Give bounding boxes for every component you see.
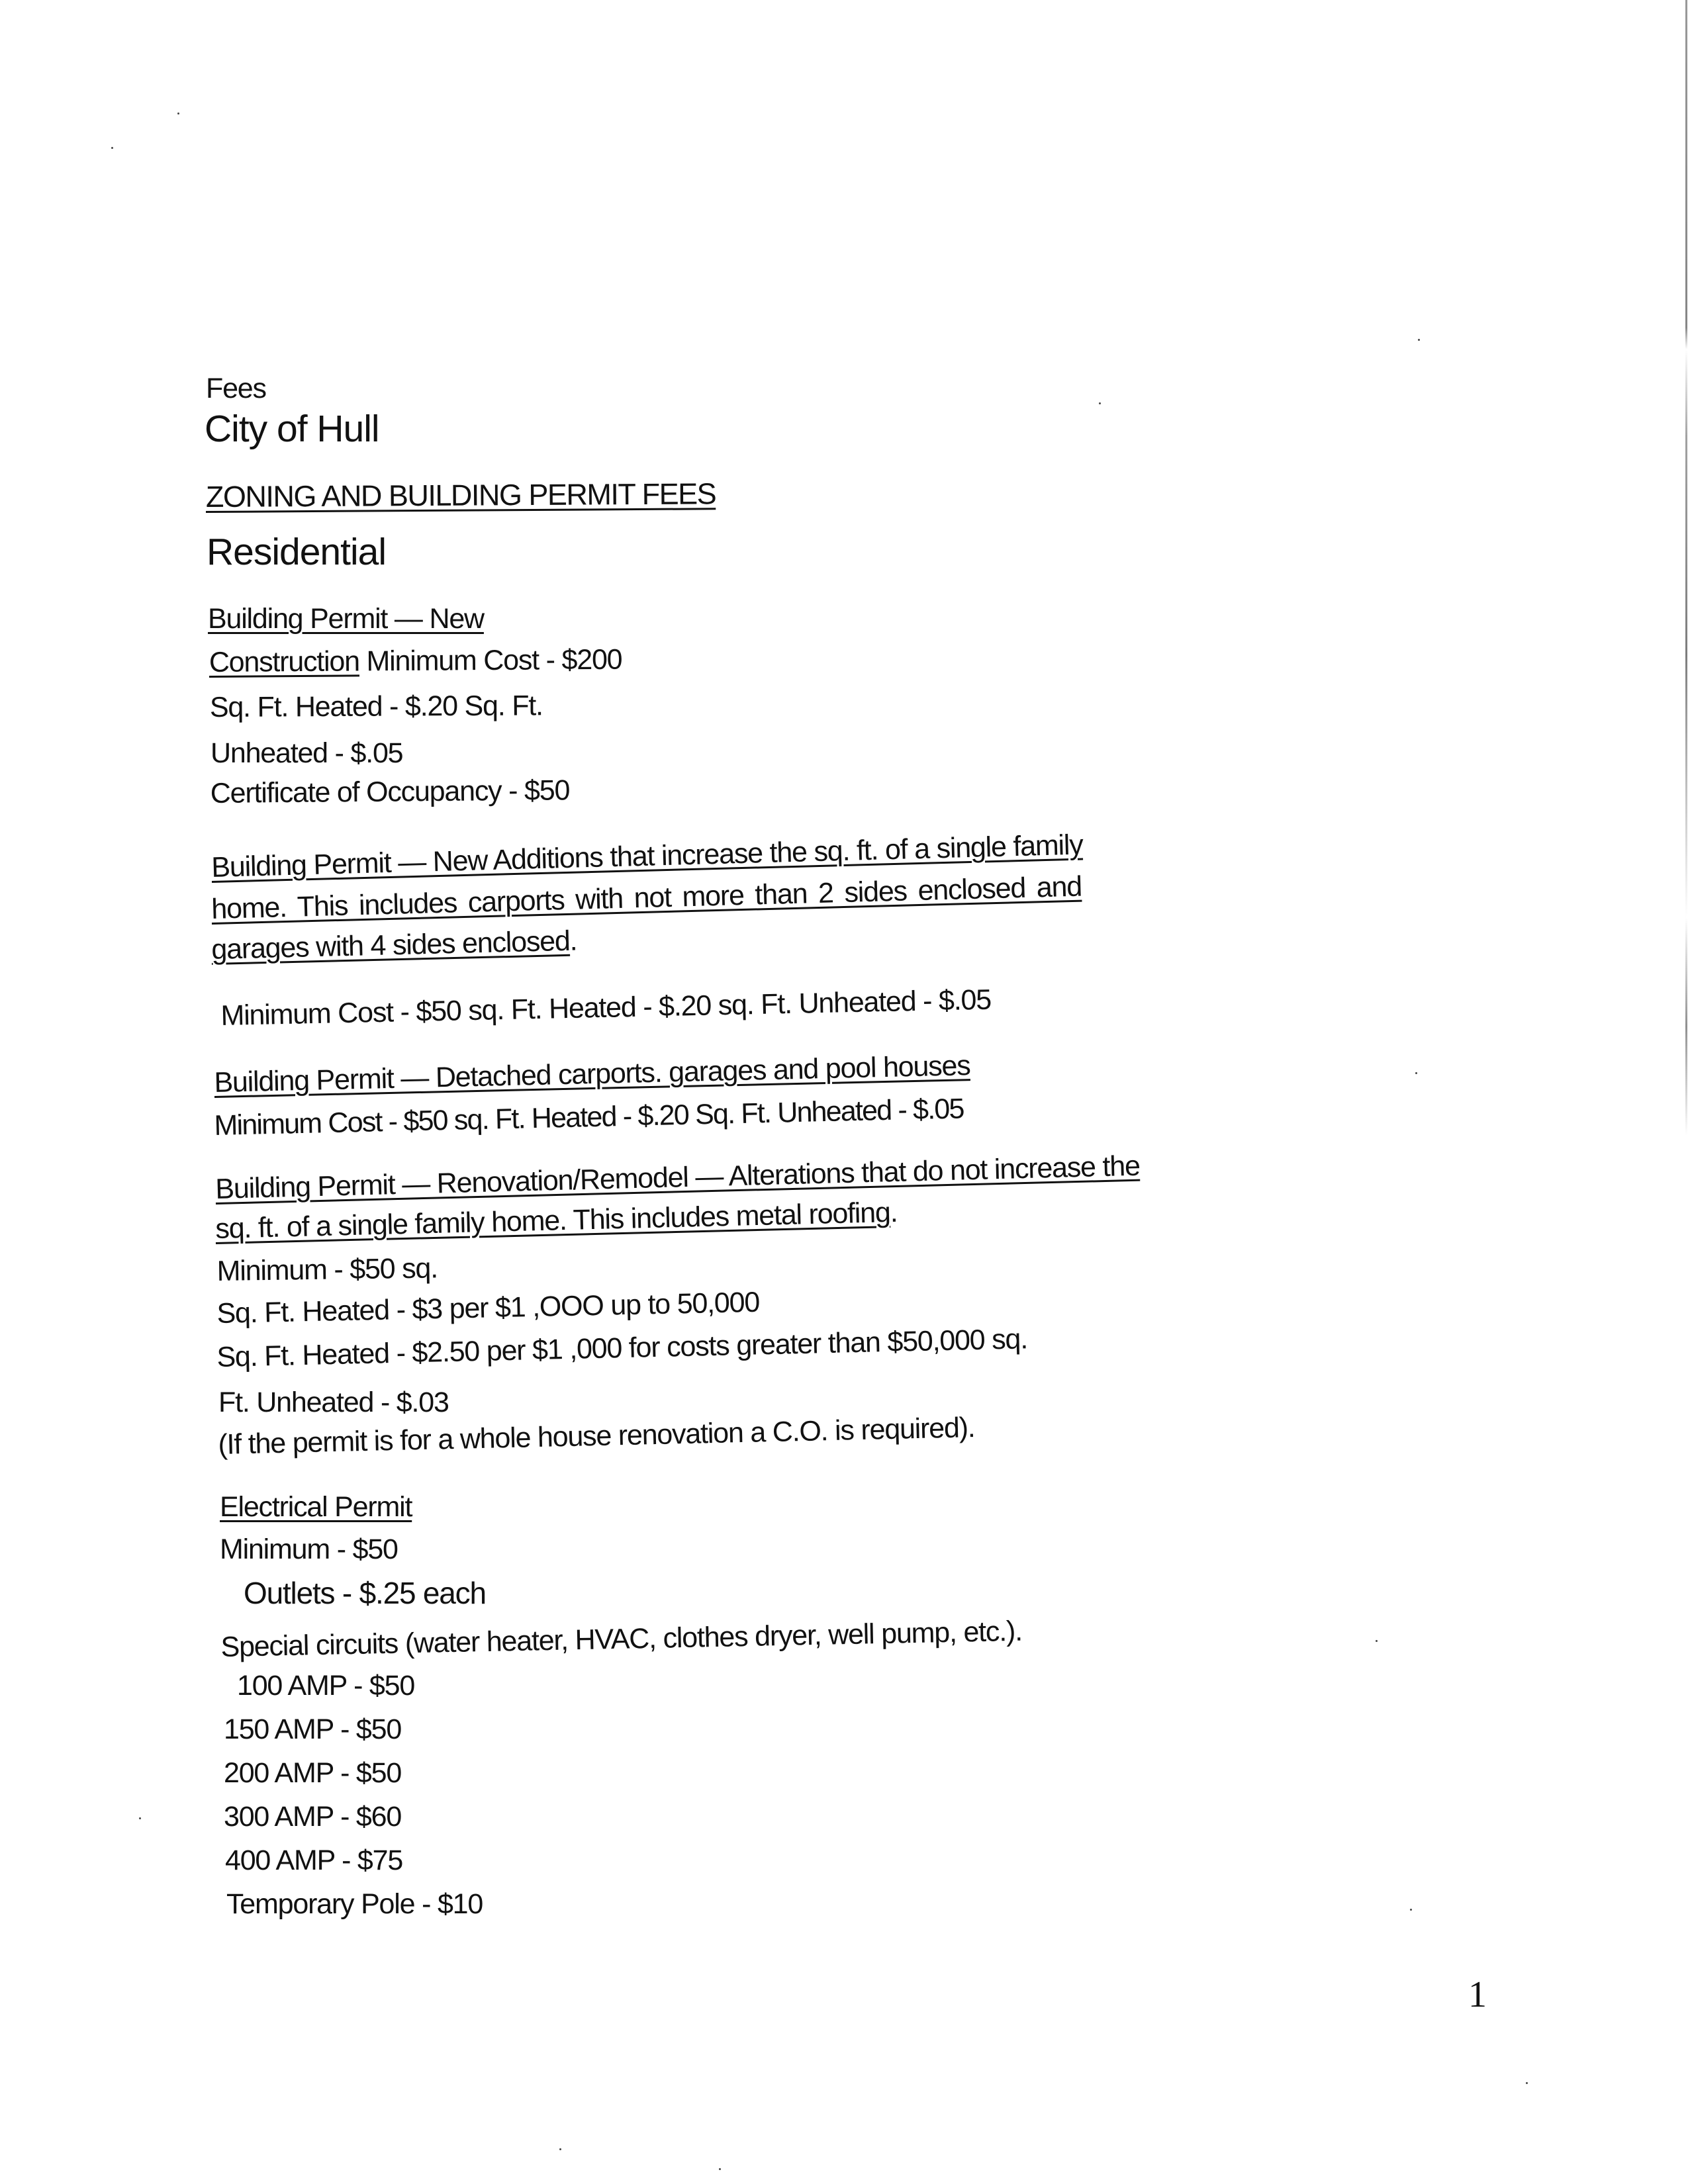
fee-line: Minimum Cost - $50 sq. Ft. Heated - $.20 Sq. Ft. Unheated - $.05	[213, 1093, 964, 1142]
section-heading: Building Permit — Renovation/Remodel — Alterations that do not increase the	[214, 1150, 1141, 1205]
page-number: 1	[1468, 1974, 1487, 2015]
fee-line: Ft. Unheated - $.03	[218, 1387, 449, 1418]
fee-line: Minimum Cost - $200	[359, 643, 622, 678]
fee-line: Minimum Cost - $50 sq. Ft. Heated - $.20 sq. Ft. Unheated - $.05	[220, 983, 992, 1032]
fee-line: Sq. Ft. Heated - $.20 Sq. Ft.	[209, 690, 543, 723]
section-heading	[211, 927, 577, 964]
doc-label: Fees	[206, 373, 266, 404]
heading-period: .	[890, 1196, 898, 1229]
fee-note: (If the permit is for a whole house renovation a C.O. is required).	[217, 1412, 976, 1461]
heading-fragment: garages with 4 sides enclosed	[211, 925, 571, 966]
fee-line: 200 AMP - $50	[224, 1757, 402, 1789]
fee-line: 300 AMP - $60	[224, 1801, 402, 1833]
fee-line: 100 AMP - $50	[237, 1670, 415, 1702]
section-heading	[214, 1196, 898, 1245]
fee-line: Sq. Ft. Heated - $3 per $1 ,OOO up to 50,000	[216, 1286, 760, 1330]
fee-line: Minimum - $50 sq.	[216, 1252, 438, 1287]
scan-speck	[111, 147, 113, 149]
scan-speck	[177, 113, 179, 114]
section-heading: Electrical Permit	[220, 1491, 412, 1523]
heading-period: .	[569, 925, 577, 957]
scan-speck	[719, 2168, 721, 2170]
fee-line: Unheated - $.05	[211, 737, 403, 769]
section-heading: Building Permit — Detached carports. garages and pool houses	[213, 1050, 971, 1099]
document-title: ZONING AND BUILDING PERMIT FEES	[205, 477, 716, 514]
fee-line: Outlets - $.25 each	[244, 1576, 486, 1610]
fee-line: 150 AMP - $50	[224, 1713, 402, 1745]
fee-line: Temporary Pole - $10	[226, 1888, 483, 1920]
section-heading: home. This includes carports with not more than 2 sides enclosed and	[211, 870, 1082, 925]
category-heading: Residential	[207, 531, 386, 573]
fee-line: Sq. Ft. Heated - $2.50 per $1 ,000 for costs greater than $50,000 sq.	[216, 1323, 1028, 1373]
section-heading: Building Permit — New Additions that increase the sq. ft. of a single family	[211, 829, 1084, 884]
section-heading: Building Permit — New	[208, 603, 484, 635]
scan-edge-line	[1685, 0, 1687, 2184]
city-name: City of Hull	[205, 408, 379, 450]
fee-line: Minimum - $50	[220, 1533, 398, 1565]
heading-fragment: Construction	[209, 645, 360, 678]
scan-speck	[1410, 1909, 1412, 1911]
scan-speck	[559, 2148, 561, 2150]
fee-line: 400 AMP - $75	[225, 1844, 403, 1876]
scan-speck	[1418, 339, 1420, 341]
heading-fragment: sq. ft. of a single family home. This includes metal roofing	[214, 1197, 891, 1245]
scan-speck	[1099, 402, 1101, 404]
fee-line: Certificate of Occupancy - $50	[210, 774, 570, 809]
scan-speck	[1415, 1072, 1417, 1074]
scan-speck	[1526, 2082, 1528, 2084]
scan-speck	[1376, 1640, 1378, 1642]
scan-speck	[139, 1817, 141, 1819]
section-heading-continued	[209, 643, 622, 678]
fee-line: Special circuits (water heater, HVAC, clothes dryer, well pump, etc.).	[220, 1615, 1023, 1663]
